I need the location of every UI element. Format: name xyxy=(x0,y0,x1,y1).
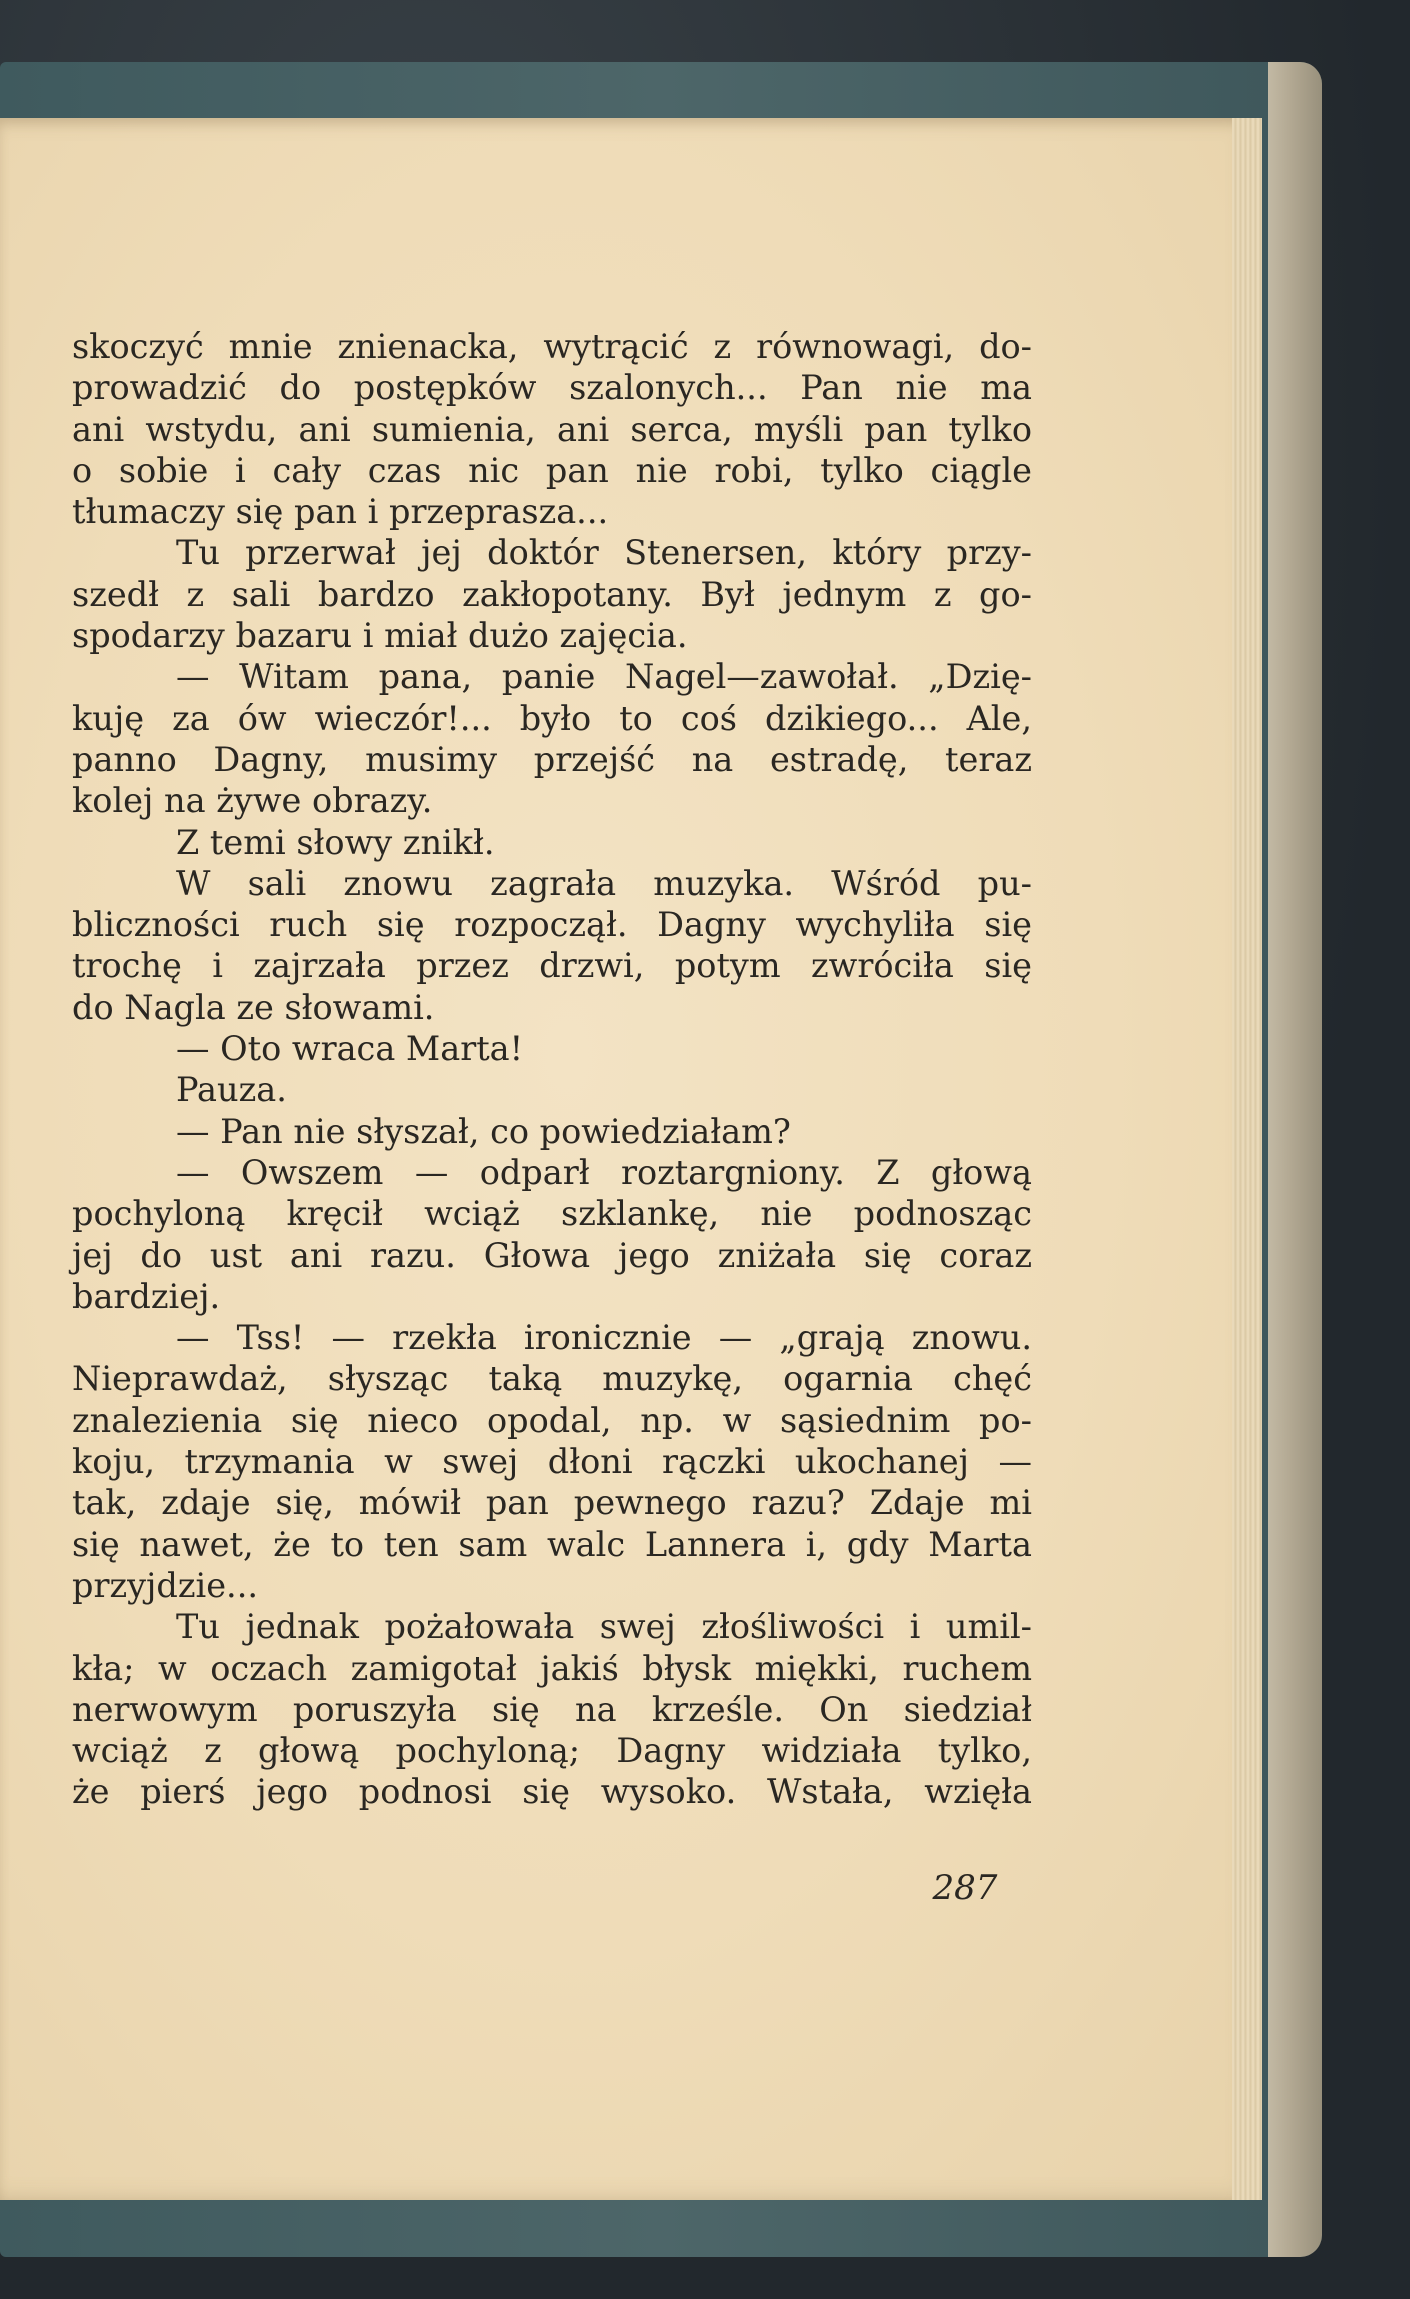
page-number: 287 xyxy=(932,1868,998,1908)
text-line: przyjdzie... xyxy=(72,1565,259,1605)
page-edges xyxy=(1232,118,1262,2200)
text-line: ani wstydu, ani sumienia, ani serca, myśli pan tylko xyxy=(72,409,1032,449)
text-line: kuję za ów wieczór!... było to coś dzikiego... Ale, xyxy=(72,698,1032,738)
text-line: — Pan nie słyszał, co powiedziałam? xyxy=(176,1111,791,1151)
text-line: tak, zdaje się, mówił pan pewnego razu? Zdaje mi xyxy=(72,1483,1032,1523)
text-line: — Witam pana, panie Nagel—zawołał. „Dzię- xyxy=(176,657,1032,697)
text-line: pochyloną kręcił wciąż szklankę, nie podnosząc xyxy=(72,1194,1032,1234)
text-line: Tu przerwał jej doktór Stenersen, który przy- xyxy=(176,533,1032,573)
text-line: — Tss! — rzekła ironicznie — „grają znowu. xyxy=(176,1318,1032,1358)
text-line: prowadzić do postępków szalonych... Pan nie ma xyxy=(72,368,1032,408)
text-line: bardziej. xyxy=(72,1276,221,1316)
text-line: do Nagla ze słowami. xyxy=(72,987,435,1027)
page-text xyxy=(72,326,1032,1813)
text-line: kolej na żywe obrazy. xyxy=(72,781,433,821)
text-line: Tu jednak pożałowała swej złośliwości i umil- xyxy=(176,1607,1032,1647)
text-line: Nieprawdaż, słysząc taką muzykę, ogarnia chęć xyxy=(72,1359,1032,1399)
text-line: że pierś jego podnosi się wysoko. Wstała, wzięła xyxy=(72,1772,1032,1812)
text-line: wciąż z głową pochyloną; Dagny widziała tylko, xyxy=(72,1731,1032,1771)
text-line: koju, trzymania w swej dłoni rączki ukochanej — xyxy=(72,1442,1032,1482)
text-line: — Oto wraca Marta! xyxy=(176,1029,524,1069)
text-line: trochę i zajrzała przez drzwi, potym zwróciła się xyxy=(72,946,1032,986)
text-line: o sobie i cały czas nic pan nie robi, tylko ciągle xyxy=(72,450,1032,490)
text-line: Pauza. xyxy=(176,1070,287,1110)
text-line: kła; w oczach zamigotał jakiś błysk miękki, ruchem xyxy=(72,1648,1032,1688)
text-line: znalezienia się nieco opodal, np. w sąsiednim po- xyxy=(72,1400,1032,1440)
text-line: skoczyć mnie znienacka, wytrącić z równowagi, do- xyxy=(72,327,1032,366)
text-line: W sali znowu zagrała muzyka. Wśród pu- xyxy=(176,863,1032,903)
text-line: jej do ust ani razu. Głowa jego zniżała się coraz xyxy=(72,1235,1032,1275)
text-line: spodarzy bazaru i miał dużo zajęcia. xyxy=(72,616,688,656)
text-line: Z temi słowy znikł. xyxy=(176,822,495,862)
text-line: panno Dagny, musimy przejść na estradę, teraz xyxy=(72,739,1032,779)
book-page xyxy=(0,118,1262,2200)
text-line: szedł z sali bardzo zakłopotany. Był jednym z go- xyxy=(72,574,1032,614)
text-line: — Owszem — odparł roztargniony. Z głową xyxy=(176,1152,1032,1192)
text-line: nerwowym poruszyła się na krześle. On siedział xyxy=(72,1689,1032,1729)
text-line: się nawet, że to ten sam walc Lannera i, gdy Marta xyxy=(72,1524,1032,1564)
cover-edge xyxy=(1268,62,1322,2257)
text-line: bliczności ruch się rozpoczął. Dagny wychyliła się xyxy=(72,905,1032,945)
text-line: tłumaczy się pan i przeprasza... xyxy=(72,492,609,532)
